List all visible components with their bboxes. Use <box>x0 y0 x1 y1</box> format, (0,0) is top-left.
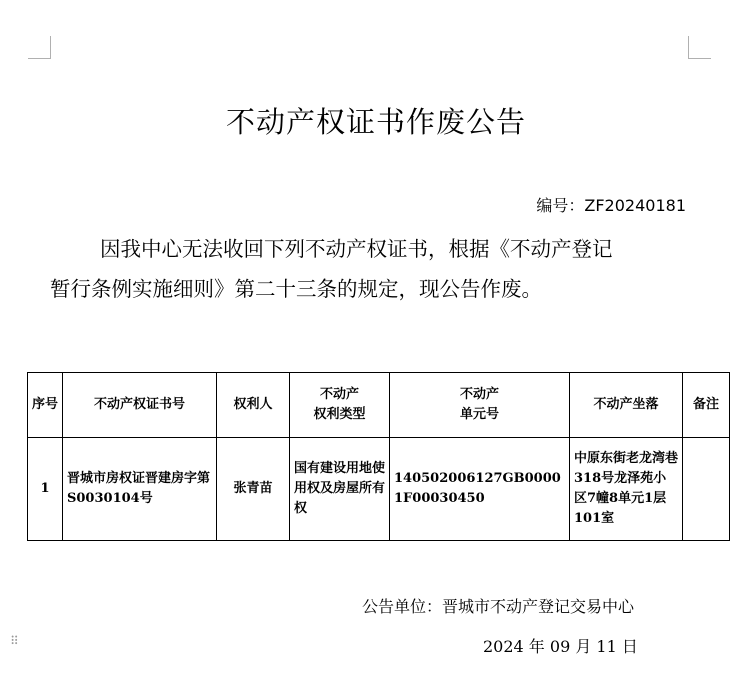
table-row <box>28 438 730 541</box>
page-corner-top-right <box>688 36 711 59</box>
issue-date: 2024 年 09 月 11 日 <box>483 637 638 656</box>
page-corner-top-left <box>28 36 51 59</box>
header-unit-no <box>390 373 570 438</box>
issuer: 公告单位：晋城市不动产登记交易中心 <box>362 597 635 616</box>
body-line-1: 因我中心无法收回下列不动产权证书，根据《不动产登记 <box>100 237 613 261</box>
cell-location: 中原东街老龙湾巷318号龙泽苑小区7幢8单元1层101室 <box>570 438 683 541</box>
cell-cert-no: 晋城市房权证晋建房字第S0030104号 <box>63 438 217 541</box>
header-unit-no-line1: 不动产 <box>459 387 499 402</box>
cell-remark <box>683 438 730 541</box>
void-certificate-table <box>27 372 730 541</box>
header-remark: 备注 <box>683 373 730 438</box>
header-cert-no: 不动产权证书号 <box>63 373 217 438</box>
cell-right-type: 国有建设用地使用权及房屋所有权 <box>290 438 390 541</box>
page-title: 不动产权证书作废公告 <box>225 105 526 139</box>
header-holder: 权利人 <box>217 373 290 438</box>
drag-handle-icon[interactable]: ⠿ <box>10 634 20 648</box>
header-location: 不动产坐落 <box>570 373 683 438</box>
body-line-2: 暂行条例实施细则》第二十三条的规定，现公告作废。 <box>50 277 542 301</box>
header-right-type <box>290 373 390 438</box>
cell-seq: 1 <box>28 438 63 541</box>
header-seq-text: 序号 <box>32 397 59 412</box>
cell-unit-no: 140502006127GB00001F00030450 <box>390 438 570 541</box>
header-seq <box>28 373 63 438</box>
header-right-type-line1: 不动产 <box>319 387 359 402</box>
cell-holder: 张青苗 <box>217 438 290 541</box>
document-number: 编号：ZF20240181 <box>536 196 686 215</box>
table-header-row <box>28 373 730 438</box>
header-right-type-line2: 权利类型 <box>313 407 366 422</box>
header-unit-no-line2: 单元号 <box>459 407 499 422</box>
